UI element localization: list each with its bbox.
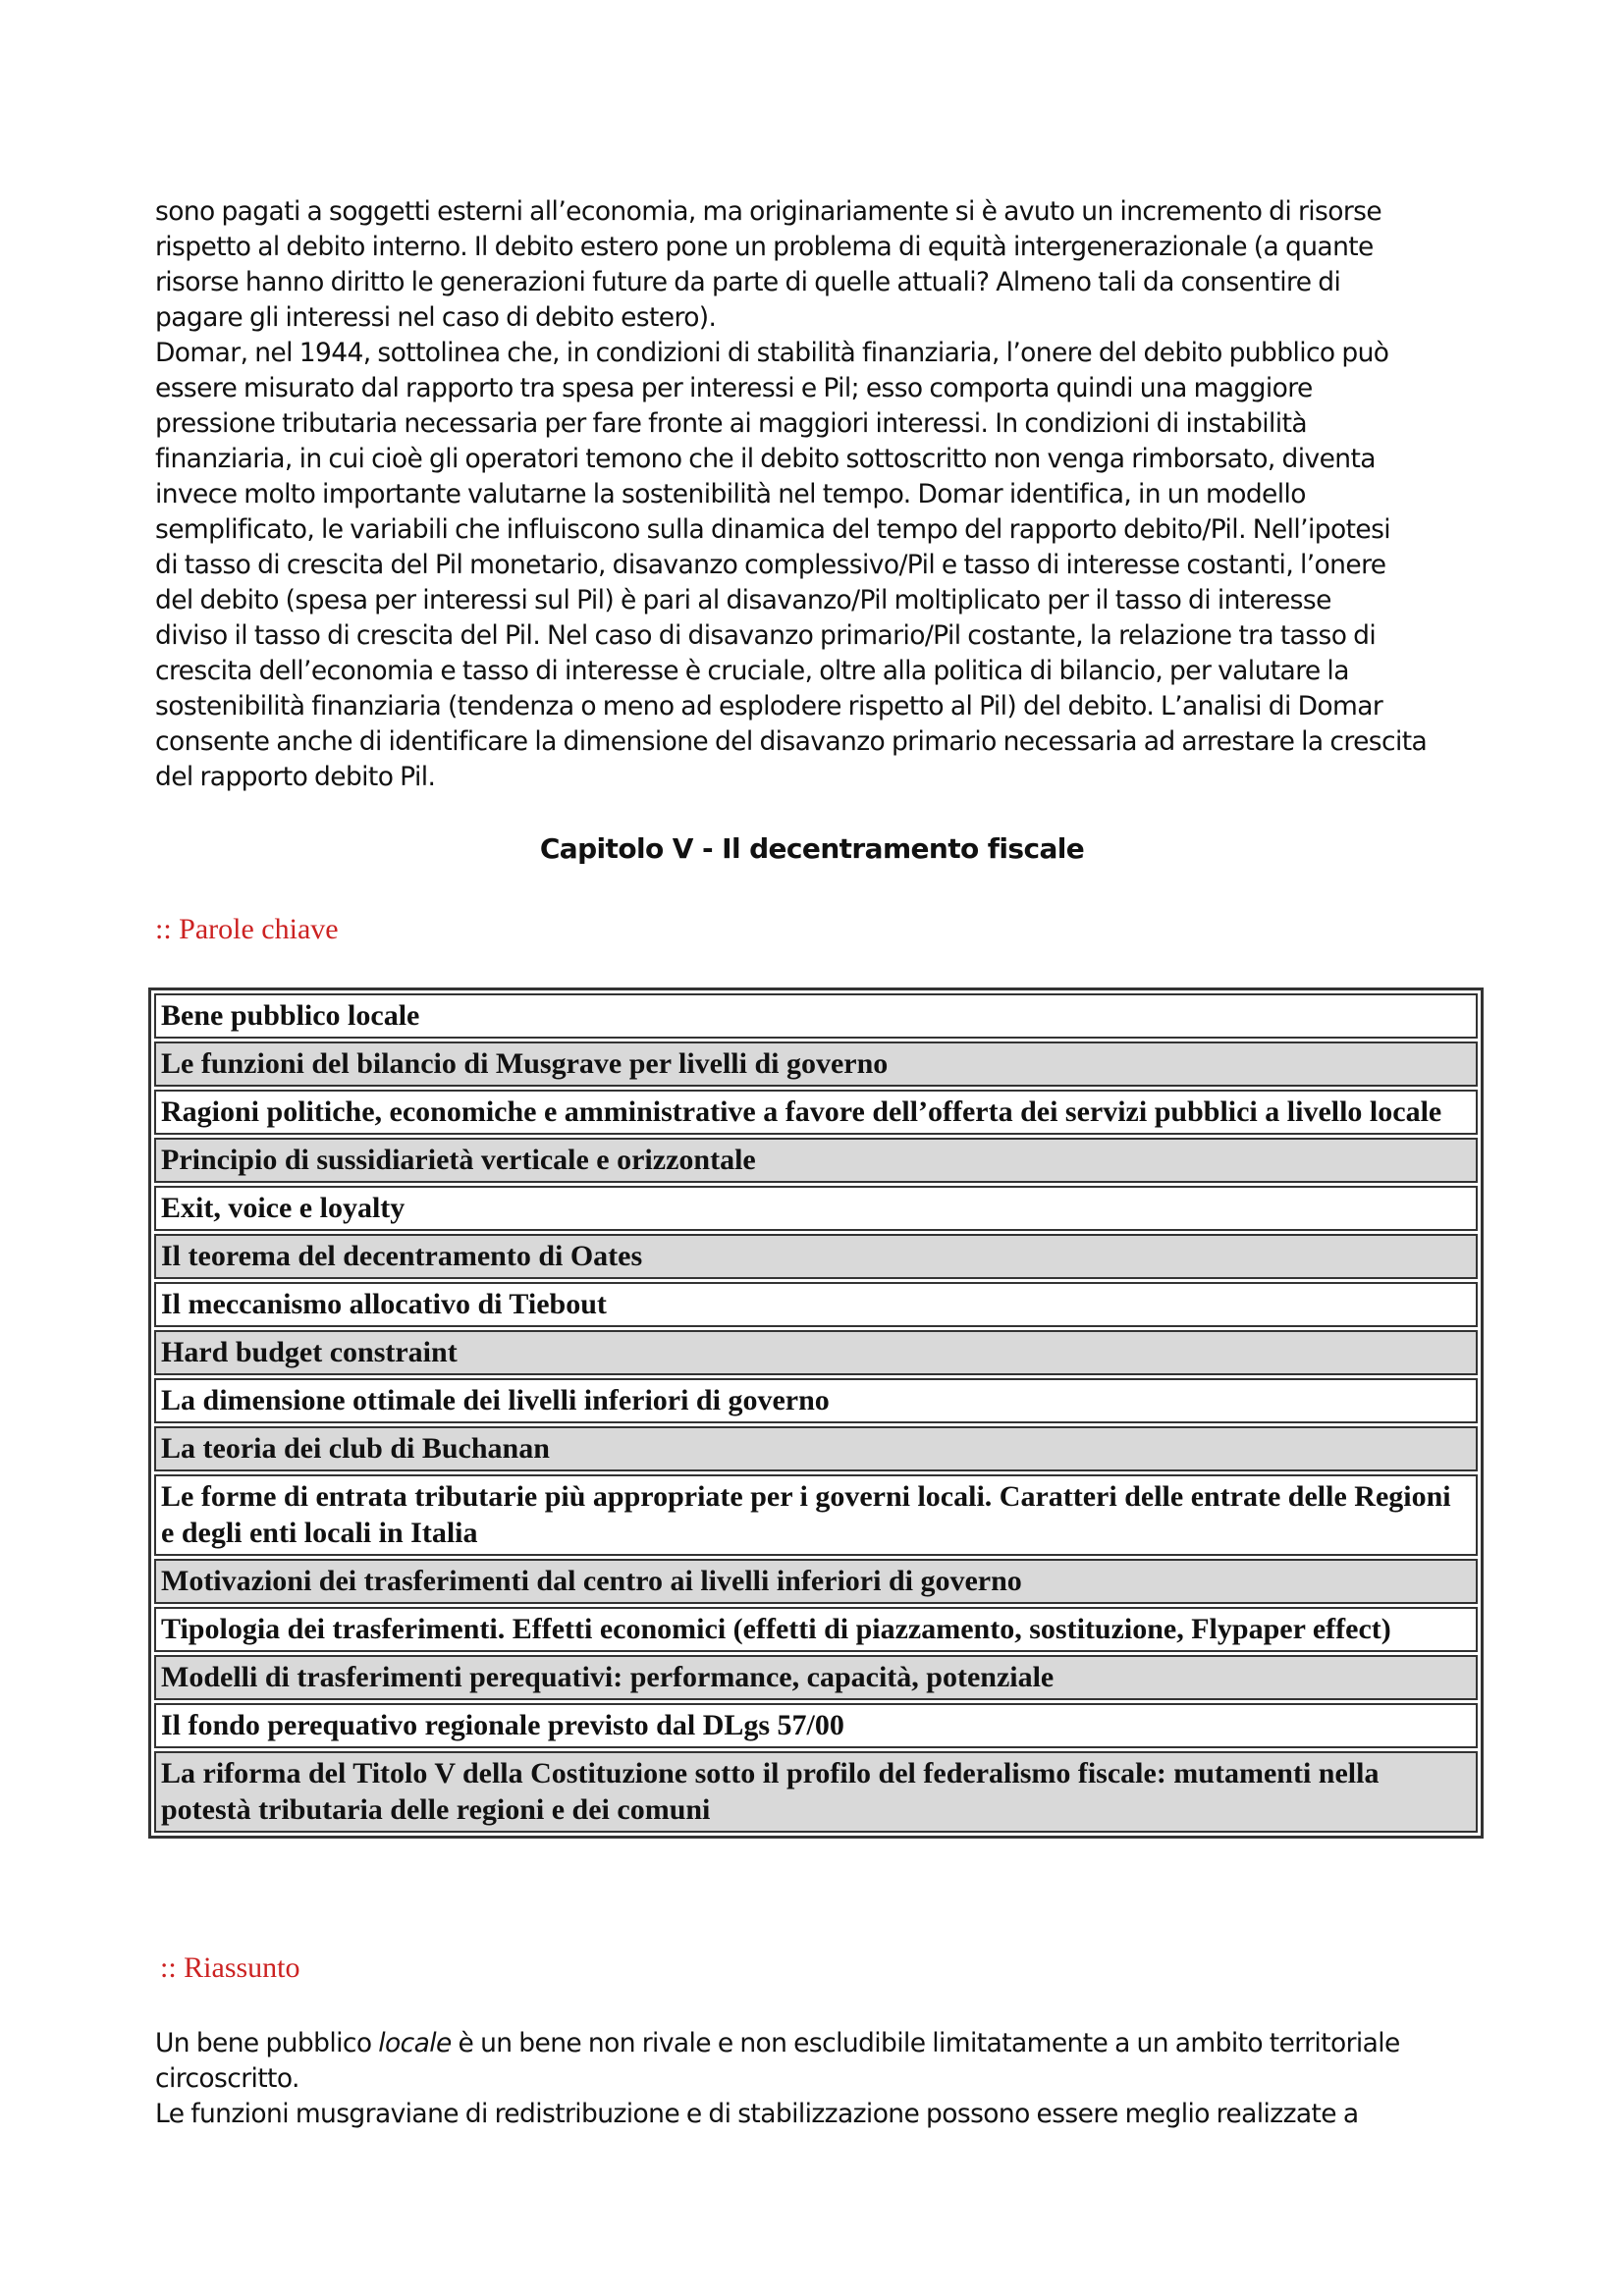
text-line: Domar, nel 1944, sottolinea che, in condizioni di stabilità finanziaria, l’onere del debito pubblico può [155, 338, 1389, 368]
text-run: Un bene pubblico [155, 2028, 379, 2058]
text-line: essere misurato dal rapporto tra spesa per interessi e Pil; esso comporta quindi una maggiore [155, 373, 1313, 403]
table-row [154, 1090, 1478, 1135]
keyword-cell: Le forme di entrata tributarie più appropriate per i governi locali. Caratteri delle entrate delle Regioni e degli enti locali in Italia [154, 1474, 1478, 1556]
summary-paragraph [155, 2026, 1490, 2132]
text-line: consente anche di identificare la dimensione del disavanzo primario necessaria ad arrestare la crescita [155, 726, 1428, 757]
keyword-cell: Il fondo perequativo regionale previsto dal DLgs 57/00 [154, 1703, 1478, 1748]
text-line: risorse hanno diritto le generazioni future da parte di quelle attuali? Almeno tali da consentire di [155, 267, 1341, 297]
summary-label: :: Riassunto [160, 1951, 300, 1984]
text-line: crescita dell’economia e tasso di interesse è cruciale, oltre alla politica di bilancio, per valutare la [155, 656, 1349, 686]
keyword-cell: Exit, voice e loyalty [154, 1186, 1478, 1231]
italic-term: locale [378, 2028, 452, 2058]
table-row [154, 1655, 1478, 1700]
table-row [154, 1751, 1478, 1833]
text-line: finanziaria, in cui cioè gli operatori temono che il debito sottoscritto non venga rimborsato, diventa [155, 444, 1376, 474]
text-line: sostenibilità finanziaria (tendenza o meno ad esplodere rispetto al Pil) del debito. L’analisi di Domar [155, 691, 1383, 721]
intro-paragraph [155, 194, 1490, 795]
keyword-cell: Il teorema del decentramento di Oates [154, 1234, 1478, 1279]
text-line: semplificato, le variabili che influiscono sulla dinamica del tempo del rapporto debito/Pil. Nell’ipotesi [155, 514, 1391, 545]
text-line: Le funzioni musgraviane di redistribuzione e di stabilizzazione possono essere meglio realizzate a [155, 2099, 1359, 2129]
text-line: sono pagati a soggetti esterni all’economia, ma originariamente si è avuto un incremento di risorse [155, 196, 1382, 227]
text-line: circoscritto. [155, 2063, 299, 2094]
keyword-cell: Principio di sussidiarietà verticale e orizzontale [154, 1138, 1478, 1183]
text-line: diviso il tasso di crescita del Pil. Nel caso di disavanzo primario/Pil costante, la relazione tra tasso di [155, 620, 1377, 651]
text-line: del rapporto debito Pil. [155, 762, 436, 792]
keyword-cell: La teoria dei club di Buchanan [154, 1426, 1478, 1471]
text-run: è un bene non rivale e non escludibile limitatamente a un ambito territoriale [451, 2028, 1400, 2058]
table-row [154, 1186, 1478, 1231]
keyword-cell: Hard budget constraint [154, 1330, 1478, 1375]
table-row [154, 1559, 1478, 1604]
keyword-cell: La dimensione ottimale dei livelli inferiori di governo [154, 1378, 1478, 1423]
table-row [154, 1378, 1478, 1423]
text-line: invece molto importante valutarne la sostenibilità nel tempo. Domar identifica, in un modello [155, 479, 1306, 509]
text-line: del debito (spesa per interessi sul Pil) è pari al disavanzo/Pil moltiplicato per il tasso di interesse [155, 585, 1331, 615]
text-line: rispetto al debito interno. Il debito estero pone un problema di equità intergenerazionale (a quante [155, 232, 1374, 262]
table-row [154, 1607, 1478, 1652]
table-row [154, 1703, 1478, 1748]
keyword-cell: Bene pubblico locale [154, 993, 1478, 1039]
text-line: pressione tributaria necessaria per fare fronte ai maggiori interessi. In condizioni di instabilità [155, 408, 1308, 439]
table-row [154, 1138, 1478, 1183]
table-row [154, 1330, 1478, 1375]
keyword-cell: Ragioni politiche, economiche e amministrative a favore dell’offerta dei servizi pubblici a livello locale [154, 1090, 1478, 1135]
keyword-cell: La riforma del Titolo V della Costituzione sotto il profilo del federalismo fiscale: mutamenti nella potestà tributaria delle regioni e dei comuni [154, 1751, 1478, 1833]
table-row [154, 993, 1478, 1039]
text-line [155, 2026, 1490, 2061]
keyword-cell: Modelli di trasferimenti perequativi: performance, capacità, potenziale [154, 1655, 1478, 1700]
keyword-cell: Tipologia dei trasferimenti. Effetti economici (effetti di piazzamento, sostituzione, Flypaper effect) [154, 1607, 1478, 1652]
chapter-title: Capitolo V - Il decentramento fiscale [539, 832, 1085, 865]
text-line: di tasso di crescita del Pil monetario, disavanzo complessivo/Pil e tasso di interesse costanti, l’onere [155, 550, 1386, 580]
table-row [154, 1234, 1478, 1279]
text-line: pagare gli interessi nel caso di debito estero). [155, 302, 717, 333]
table-row [154, 1041, 1478, 1087]
keyword-cell: Motivazioni dei trasferimenti dal centro ai livelli inferiori di governo [154, 1559, 1478, 1604]
table-row [154, 1282, 1478, 1327]
keywords-label: :: Parole chiave [155, 913, 339, 945]
table-row [154, 1474, 1478, 1556]
keyword-cell: Il meccanismo allocativo di Tiebout [154, 1282, 1478, 1327]
keywords-table [148, 988, 1484, 1839]
keyword-cell: Le funzioni del bilancio di Musgrave per livelli di governo [154, 1041, 1478, 1087]
table-row [154, 1426, 1478, 1471]
